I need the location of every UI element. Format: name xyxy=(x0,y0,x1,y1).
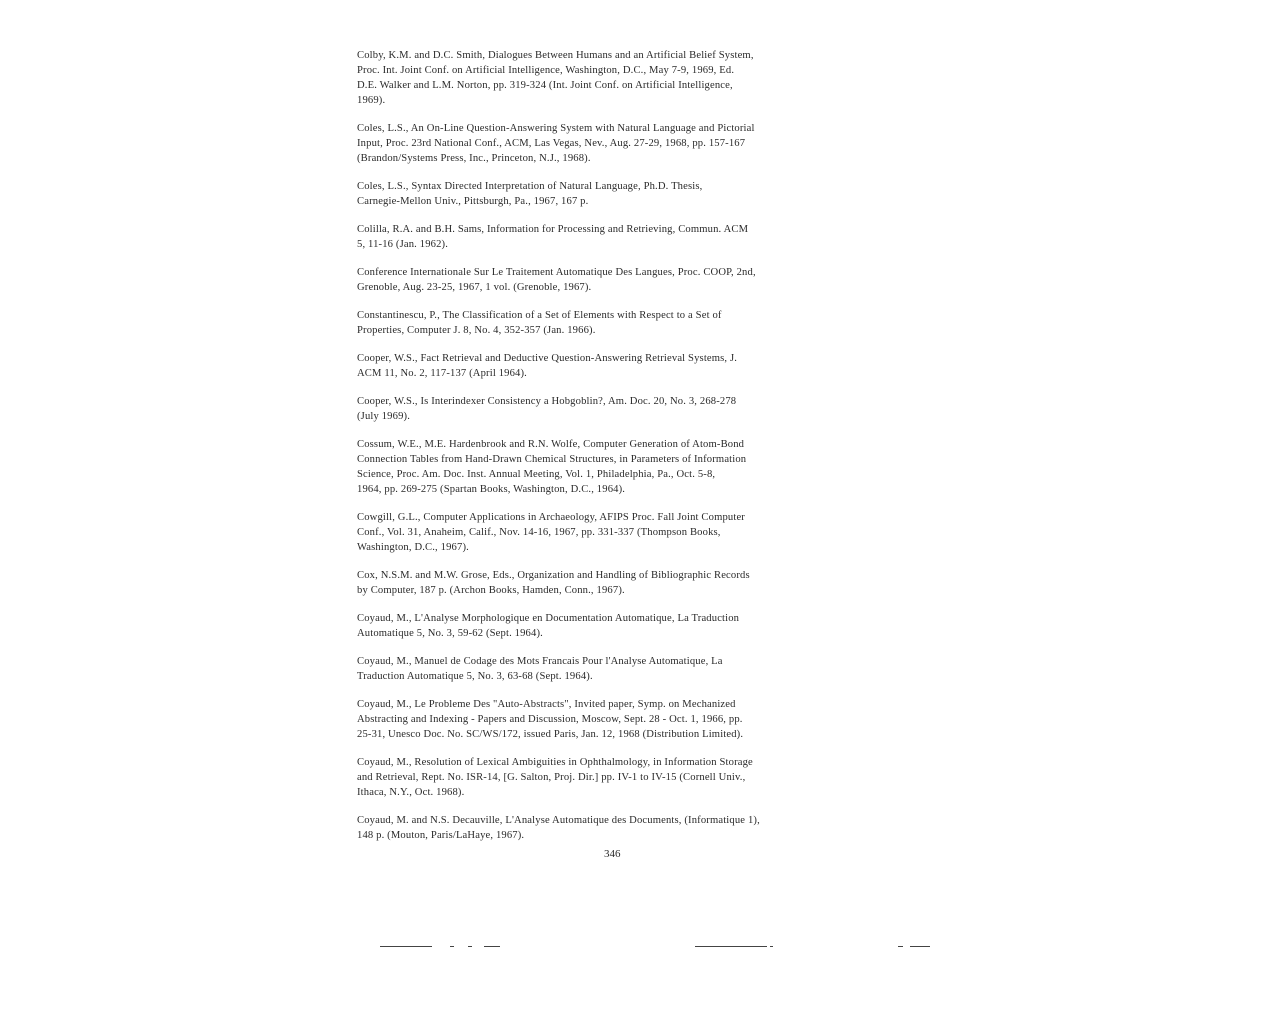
reference-line: Cooper, W.S., Is Interindexer Consistency a Hobgoblin?, Am. Doc. 20, No. 3, 268-278 xyxy=(357,396,737,407)
footer-rule xyxy=(898,946,903,947)
reference-entry xyxy=(357,755,872,800)
reference-entry xyxy=(357,568,872,598)
reference-entry xyxy=(357,222,872,252)
reference-list xyxy=(357,48,872,856)
reference-line: Coyaud, M., Manuel de Codage des Mots Francais Pour l'Analyse Automatique, La xyxy=(357,656,723,667)
reference-line: Ithaca, N.Y., Oct. 1968). xyxy=(357,787,465,798)
reference-line: (Brandon/Systems Press, Inc., Princeton, N.J., 1968). xyxy=(357,153,591,164)
reference-line: Colby, K.M. and D.C. Smith, Dialogues Between Humans and an Artificial Belief System, xyxy=(357,50,754,61)
reference-line: Cox, N.S.M. and M.W. Grose, Eds., Organization and Handling of Bibliographic Records xyxy=(357,570,750,581)
reference-entry xyxy=(357,813,872,843)
reference-entry xyxy=(357,510,872,555)
reference-line: 25-31, Unesco Doc. No. SC/WS/172, issued Paris, Jan. 12, 1968 (Distribution Limited). xyxy=(357,729,744,740)
reference-line: Proc. Int. Joint Conf. on Artificial Intelligence, Washington, D.C., May 7-9, 1969, Ed. xyxy=(357,65,735,76)
footer-rule xyxy=(450,946,454,947)
reference-line: 1964, pp. 269-275 (Spartan Books, Washington, D.C., 1964). xyxy=(357,484,626,495)
reference-line: Carnegie-Mellon Univ., Pittsburgh, Pa., 1967, 167 p. xyxy=(357,196,589,207)
reference-line: Constantinescu, P., The Classification of a Set of Elements with Respect to a Set of xyxy=(357,310,722,321)
reference-entry xyxy=(357,697,872,742)
reference-entry xyxy=(357,179,872,209)
footer-rule xyxy=(468,946,472,947)
footer-rule xyxy=(695,946,767,947)
reference-entry xyxy=(357,308,872,338)
reference-line: 5, 11-16 (Jan. 1962). xyxy=(357,239,449,250)
reference-entry xyxy=(357,654,872,684)
reference-entry xyxy=(357,265,872,295)
footer-rule xyxy=(484,946,500,947)
reference-line: (July 1969). xyxy=(357,411,410,422)
footer-rule xyxy=(380,946,432,947)
reference-line: Science, Proc. Am. Doc. Inst. Annual Meeting, Vol. 1, Philadelphia, Pa., Oct. 5-8, xyxy=(357,469,716,480)
reference-entry xyxy=(357,437,872,497)
reference-line: Coyaud, M., Le Probleme Des "Auto-Abstracts", Invited paper, Symp. on Mechanized xyxy=(357,699,736,710)
reference-line: Abstracting and Indexing - Papers and Discussion, Moscow, Sept. 28 - Oct. 1, 1966, pp. xyxy=(357,714,743,725)
reference-line: and Retrieval, Rept. No. ISR-14, [G. Salton, Proj. Dir.] pp. IV-1 to IV-15 (Cornell Univ., xyxy=(357,772,746,783)
reference-entry xyxy=(357,394,872,424)
reference-line: Grenoble, Aug. 23-25, 1967, 1 vol. (Grenoble, 1967). xyxy=(357,282,592,293)
reference-line: Washington, D.C., 1967). xyxy=(357,542,469,553)
reference-entry xyxy=(357,611,872,641)
reference-line: by Computer, 187 p. (Archon Books, Hamden, Conn., 1967). xyxy=(357,585,625,596)
footer-rule xyxy=(910,946,930,947)
reference-line: Coles, L.S., An On-Line Question-Answering System with Natural Language and Pictorial xyxy=(357,123,755,134)
reference-line: Cooper, W.S., Fact Retrieval and Deductive Question-Answering Retrieval Systems, J. xyxy=(357,353,738,364)
reference-line: Connection Tables from Hand-Drawn Chemical Structures, in Parameters of Information xyxy=(357,454,747,465)
reference-line: Coles, L.S., Syntax Directed Interpretation of Natural Language, Ph.D. Thesis, xyxy=(357,181,703,192)
reference-line: Coyaud, M. and N.S. Decauville, L'Analyse Automatique des Documents, (Informatique 1), xyxy=(357,815,760,826)
reference-line: Coyaud, M., L'Analyse Morphologique en Documentation Automatique, La Traduction xyxy=(357,613,740,624)
reference-line: Traduction Automatique 5, No. 3, 63-68 (Sept. 1964). xyxy=(357,671,593,682)
reference-line: D.E. Walker and L.M. Norton, pp. 319-324 (Int. Joint Conf. on Artificial Intelligence, xyxy=(357,80,733,91)
reference-line: Coyaud, M., Resolution of Lexical Ambiguities in Ophthalmology, in Information Storage xyxy=(357,757,753,768)
reference-line: Conference Internationale Sur Le Traitement Automatique Des Langues, Proc. COOP, 2nd, xyxy=(357,267,756,278)
reference-line: ACM 11, No. 2, 117-137 (April 1964). xyxy=(357,368,527,379)
reference-entry xyxy=(357,121,872,166)
reference-line: 148 p. (Mouton, Paris/LaHaye, 1967). xyxy=(357,830,525,841)
reference-line: Conf., Vol. 31, Anaheim, Calif., Nov. 14-16, 1967, pp. 331-337 (Thompson Books, xyxy=(357,527,721,538)
page-number: 346 xyxy=(604,848,621,860)
footer-rule xyxy=(770,946,773,947)
reference-line: Input, Proc. 23rd National Conf., ACM, Las Vegas, Nev., Aug. 27-29, 1968, pp. 157-167 xyxy=(357,138,746,149)
reference-line: Automatique 5, No. 3, 59-62 (Sept. 1964). xyxy=(357,628,543,639)
reference-line: Cowgill, G.L., Computer Applications in Archaeology, AFIPS Proc. Fall Joint Computer xyxy=(357,512,745,523)
reference-entry xyxy=(357,48,872,108)
reference-line: Properties, Computer J. 8, No. 4, 352-357 (Jan. 1966). xyxy=(357,325,596,336)
reference-line: Colilla, R.A. and B.H. Sams, Information for Processing and Retrieving, Commun. ACM xyxy=(357,224,749,235)
reference-line: 1969). xyxy=(357,95,386,106)
reference-line: Cossum, W.E., M.E. Hardenbrook and R.N. Wolfe, Computer Generation of Atom-Bond xyxy=(357,439,745,450)
reference-entry xyxy=(357,351,872,381)
